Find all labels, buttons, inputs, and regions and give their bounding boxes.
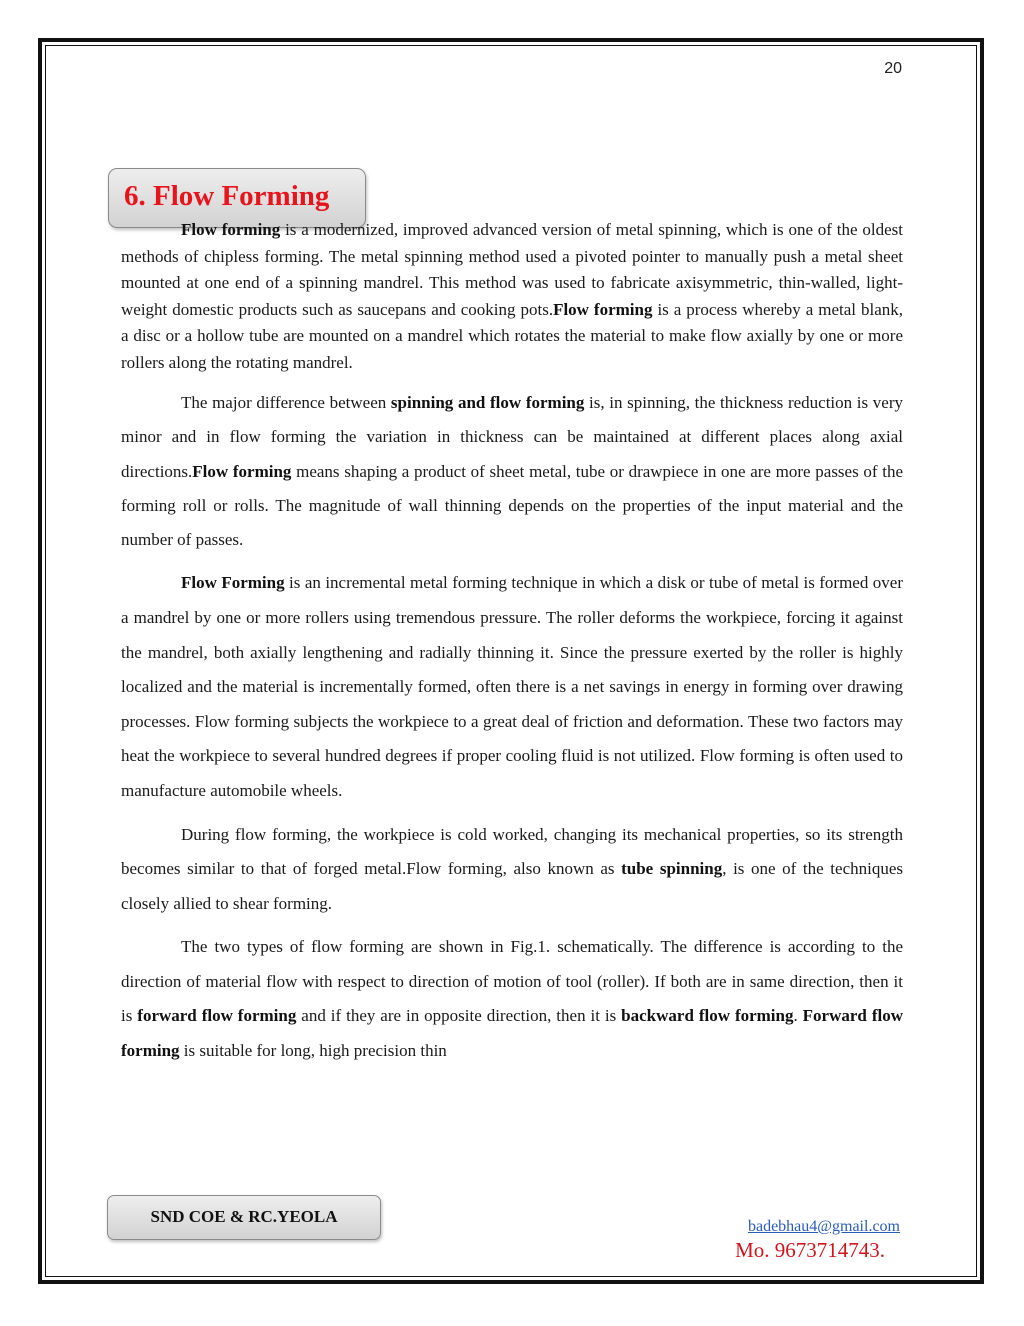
section-heading: 6. Flow Forming: [124, 180, 330, 212]
text-run: , is one of the techniques closely allied to shear forming.: [121, 859, 904, 913]
text-run: The major difference between: [181, 393, 391, 412]
bold-term: Flow forming: [553, 299, 653, 319]
text-run: is a modernized, improved advanced version of metal spinning, which is one of the oldest methods of chipless forming. The metal spinning method used a pivoted pointer to manually push a metal sheet mounted at one end of a spinning mandrel. This method was used to fabricate axisymmetric, thin-walled, light-weight domestic products such as saucepans and cooking pots.: [121, 220, 903, 319]
text-run: is an incremental metal forming technique in which a disk or tube of metal is formed over a mandrel by one or more rollers using tremendous pressure. The roller deforms the workpiece, forcing it against the mandrel, both axially lengthening and radially thinning it. Since the pressure exerted by the roller is highly localized and the material is incrementally formed, often there is a net savings in energy in forming over drawing processes. Flow forming subjects the workpiece to a great deal of friction and deformation. These two factors may heat the workpiece to several hundred degrees if proper cooling fluid is not utilized. Flow forming is often used to manufacture automobile wheels.: [121, 573, 904, 801]
bold-term: backward flow forming: [621, 1006, 794, 1026]
text-run: During flow forming, the workpiece is cold worked, changing its mechanical properties, so its strength becomes similar to that of forged metal.Flow forming, also known as: [121, 824, 903, 879]
bold-term: Forward flow forming: [121, 1006, 903, 1060]
bold-term: spinning and flow forming: [390, 393, 585, 412]
text-run: is, in spinning, the thickness reduction is very minor and in flow forming the variation in thickness can be maintained at different places along axial directions.: [121, 393, 903, 481]
body-text: [121, 217, 903, 1068]
paragraph: [121, 217, 903, 376]
footer-institution: SND COE & RC.YEOLA: [150, 1207, 338, 1226]
bold-term: Flow Forming: [181, 573, 285, 593]
text-run: means shaping a product of sheet metal, tube or drawpiece in one are more passes of the forming roll or rolls. The magnitude of wall thinning depends on the properties of the input material and the number of passes.: [121, 461, 904, 550]
paragraph: [121, 930, 903, 1068]
text-run: is a process whereby a metal blank, a disc or a hollow tube are mounted on a mandrel which rotates the material to make flow axially by one or more rollers along the rotating mandrel.: [121, 299, 903, 372]
contact-email-link[interactable]: badebhau4@gmail.com: [747, 1218, 900, 1235]
text-run: .: [793, 1006, 803, 1026]
text-run: is suitable for long, high precision thin: [179, 1040, 447, 1060]
bold-term: Flow forming: [181, 220, 281, 239]
contact-mobile: Mo. 9673714743.: [735, 1238, 885, 1262]
bold-term: tube spinning: [621, 859, 723, 879]
text-run: The two types of flow forming are shown in Fig.1. schematically. The difference is according to the direction of material flow with respect to direction of motion of tool (roller). If both are in same direction, then it is: [121, 937, 903, 1026]
page-number: 20: [884, 60, 902, 77]
bold-term: forward flow forming: [137, 1006, 297, 1026]
paragraph: [121, 818, 903, 922]
paragraph: [121, 566, 903, 808]
paragraph: [121, 386, 903, 557]
text-run: and if they are in opposite direction, then it is: [296, 1006, 622, 1026]
footer-institution-box: [107, 1195, 381, 1240]
bold-term: Flow forming: [192, 461, 292, 481]
